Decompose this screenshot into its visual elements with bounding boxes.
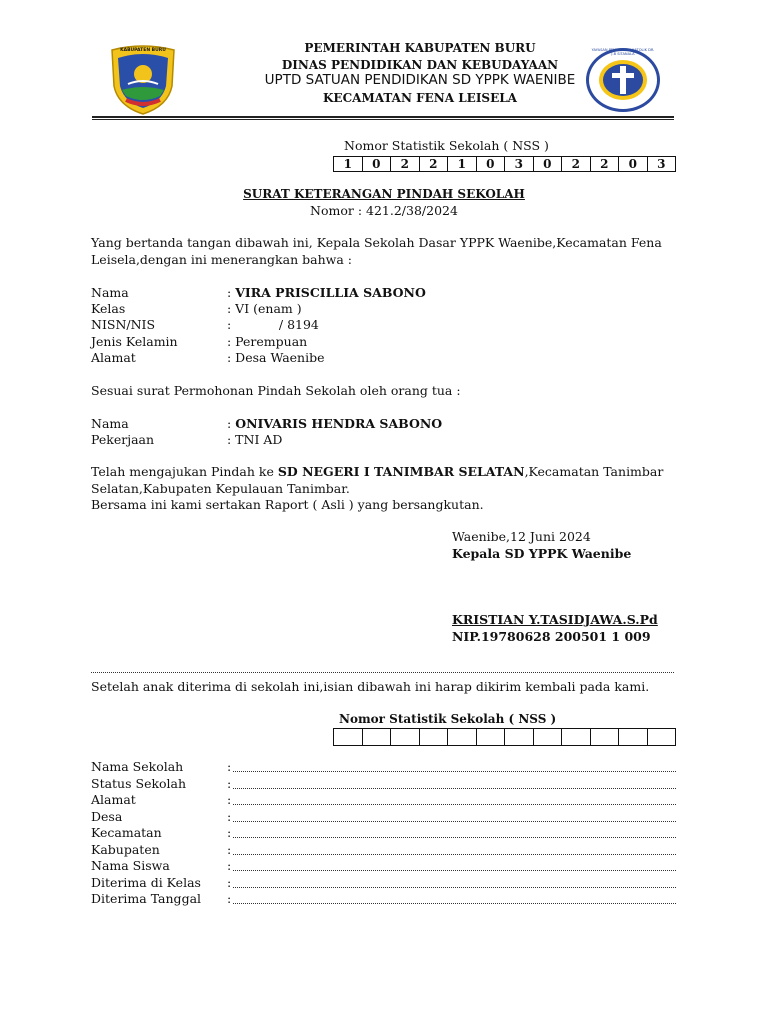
move-paragraph	[91, 464, 681, 497]
nss-digit: 2	[562, 156, 591, 172]
signature-place-date: Waenibe,12 Juni 2024	[452, 529, 591, 544]
student-class-label: Kelas	[91, 301, 126, 316]
left-logo-caption: KABUPATEN BURU	[120, 48, 166, 53]
student-name-value: VIRA PRISCILLIA SABONO	[235, 285, 426, 300]
blank-field-label: Kecamatan	[91, 825, 162, 840]
blank-field-line	[233, 887, 676, 888]
blank-field-row	[91, 825, 676, 841]
nss-top-label: Nomor Statistik Sekolah ( NSS )	[344, 138, 549, 153]
student-nisn-row	[91, 317, 691, 333]
parent-name-value: ONIVARIS HENDRA SABONO	[235, 416, 443, 431]
nss-digit: 0	[363, 156, 392, 172]
nss-empty-cell	[391, 728, 420, 746]
parent-name-value-wrap	[227, 416, 442, 432]
blank-field-row	[91, 776, 676, 792]
blank-field-line	[233, 854, 676, 855]
blank-field-row	[91, 891, 676, 907]
parent-name-label: Nama	[91, 416, 129, 431]
colon: :	[227, 874, 232, 890]
blank-field-label: Diterima Tanggal	[91, 891, 202, 906]
blank-field-line	[233, 788, 676, 789]
nss-digit: 1	[334, 156, 363, 172]
nss-empty-cell	[591, 728, 620, 746]
letter-number: Nomor : 421.2/38/2024	[310, 203, 458, 218]
parent-job-row	[91, 432, 691, 448]
student-name-label: Nama	[91, 285, 129, 300]
parent-job-value: : TNI AD	[227, 432, 283, 447]
nss-digit: 1	[448, 156, 477, 172]
blank-field-label: Diterima di Kelas	[91, 874, 201, 890]
blank-field-line	[233, 837, 676, 838]
nss-digit: 0	[619, 156, 648, 172]
blank-field-row	[91, 759, 676, 775]
colon: :	[227, 285, 236, 300]
colon: :	[227, 825, 232, 840]
blank-field-row	[91, 792, 676, 808]
nss-empty-cell	[334, 728, 363, 746]
blank-field-label: Nama Siswa	[91, 858, 170, 873]
blank-field-row	[91, 809, 676, 825]
attachment-line: Bersama ini kami sertakan Raport ( Asli ) yang bersangkutan.	[91, 497, 484, 512]
student-address-label: Alamat	[91, 350, 136, 365]
student-address-row	[91, 350, 691, 366]
nss-empty-cell	[363, 728, 392, 746]
blank-field-line	[233, 821, 676, 822]
blank-field-label: Nama Sekolah	[91, 759, 184, 774]
header-line-3: UPTD SATUAN PENDIDIKAN SD YPPK WAENIBE	[264, 72, 576, 88]
nss-digit: 3	[648, 156, 677, 172]
nss-digit: 0	[477, 156, 506, 172]
return-nss-label: Nomor Statistik Sekolah ( NSS )	[339, 712, 557, 726]
header-rule-thin	[92, 119, 674, 120]
signature-name: KRISTIAN Y.TASIDJAWA.S.Pd	[452, 612, 658, 627]
student-class-value: : VI (enam )	[227, 301, 302, 316]
nss-top-grid	[333, 156, 676, 172]
colon: :	[227, 759, 232, 774]
nss-digit: 2	[420, 156, 449, 172]
colon: :	[227, 416, 236, 431]
header-line-1: PEMERINTAH KABUPATEN BURU	[304, 41, 536, 55]
blank-field-label: Kabupaten	[91, 841, 160, 857]
nss-empty-cell	[420, 728, 449, 746]
nss-digit: 3	[505, 156, 534, 172]
header-line-2: DINAS PENDIDIKAN DAN KEBUDAYAAN	[281, 58, 559, 72]
signature-position: Kepala SD YPPK Waenibe	[452, 546, 632, 561]
kabupaten-buru-logo	[108, 44, 178, 116]
colon: :	[227, 808, 232, 824]
student-nisn-value: : / 8194	[227, 317, 319, 332]
header-rule-thick	[92, 116, 674, 118]
blank-field-row	[91, 842, 676, 858]
student-gender-row	[91, 334, 691, 350]
nss-digit: 2	[591, 156, 620, 172]
parent-job-label: Pekerjaan	[91, 432, 155, 447]
nss-digit: 2	[391, 156, 420, 172]
colon: :	[227, 841, 232, 857]
request-line: Sesuai surat Permohonan Pindah Sekolah oleh orang tua :	[91, 383, 461, 398]
student-address-value: : Desa Waenibe	[227, 350, 325, 365]
nss-digit: 0	[534, 156, 563, 172]
cut-line	[91, 672, 674, 673]
colon: :	[227, 858, 232, 873]
blank-field-line	[233, 771, 676, 772]
student-class-row	[91, 301, 691, 317]
blank-field-label: Alamat	[91, 792, 136, 807]
return-nss-grid	[333, 728, 676, 746]
nss-empty-cell	[477, 728, 506, 746]
header-line-4: KECAMATAN FENA LEISELA	[323, 91, 517, 105]
colon: :	[227, 792, 232, 807]
student-nisn-label: NISN/NIS	[91, 317, 156, 332]
nss-empty-cell	[448, 728, 477, 746]
nss-empty-cell	[505, 728, 534, 746]
blank-field-label: Status Sekolah	[91, 775, 187, 791]
student-gender-label: Jenis Kelamin	[91, 334, 178, 349]
student-name-value-wrap	[227, 285, 426, 301]
move-post: ,Kecamatan Tanimbar Selatan,Kabupaten Kepulauan Tanimbar.	[91, 464, 664, 496]
parent-name-row	[91, 416, 691, 432]
nss-empty-cell	[648, 728, 677, 746]
return-instruction: Setelah anak diterima di sekolah ini,isian dibawah ini harap dikirim kembali pada kami.	[91, 679, 650, 694]
signature-nip: NIP.19780628 200501 1 009	[452, 629, 651, 644]
blank-field-line	[233, 903, 676, 904]
blank-field-row	[91, 858, 676, 874]
letter-title: SURAT KETERANGAN PINDAH SEKOLAH	[243, 187, 525, 201]
nss-empty-cell	[619, 728, 648, 746]
move-pre: Telah mengajukan Pindah ke	[91, 464, 278, 479]
move-school: SD NEGERI I TANIMBAR SELATAN	[277, 464, 525, 479]
blank-field-line	[233, 870, 676, 871]
blank-field-row	[91, 875, 676, 891]
nss-empty-cell	[562, 728, 591, 746]
student-gender-value: : Perempuan	[227, 334, 308, 349]
intro-paragraph: Yang bertanda tangan dibawah ini, Kepala Sekolah Dasar YPPK Waenibe,Kecamatan Fena Leisela,dengan ini menerangkan bahwa :	[91, 235, 662, 267]
student-name-row	[91, 285, 691, 301]
blank-field-label: Desa	[91, 808, 123, 824]
blank-field-line	[233, 804, 676, 805]
colon: :	[227, 775, 232, 791]
yppk-seal-logo	[584, 46, 662, 114]
colon: :	[227, 891, 232, 906]
right-logo-caption: YAYASAN PENDIDIKAN KATOLIK DR. J.B SITANALA	[591, 48, 655, 56]
nss-empty-cell	[534, 728, 563, 746]
